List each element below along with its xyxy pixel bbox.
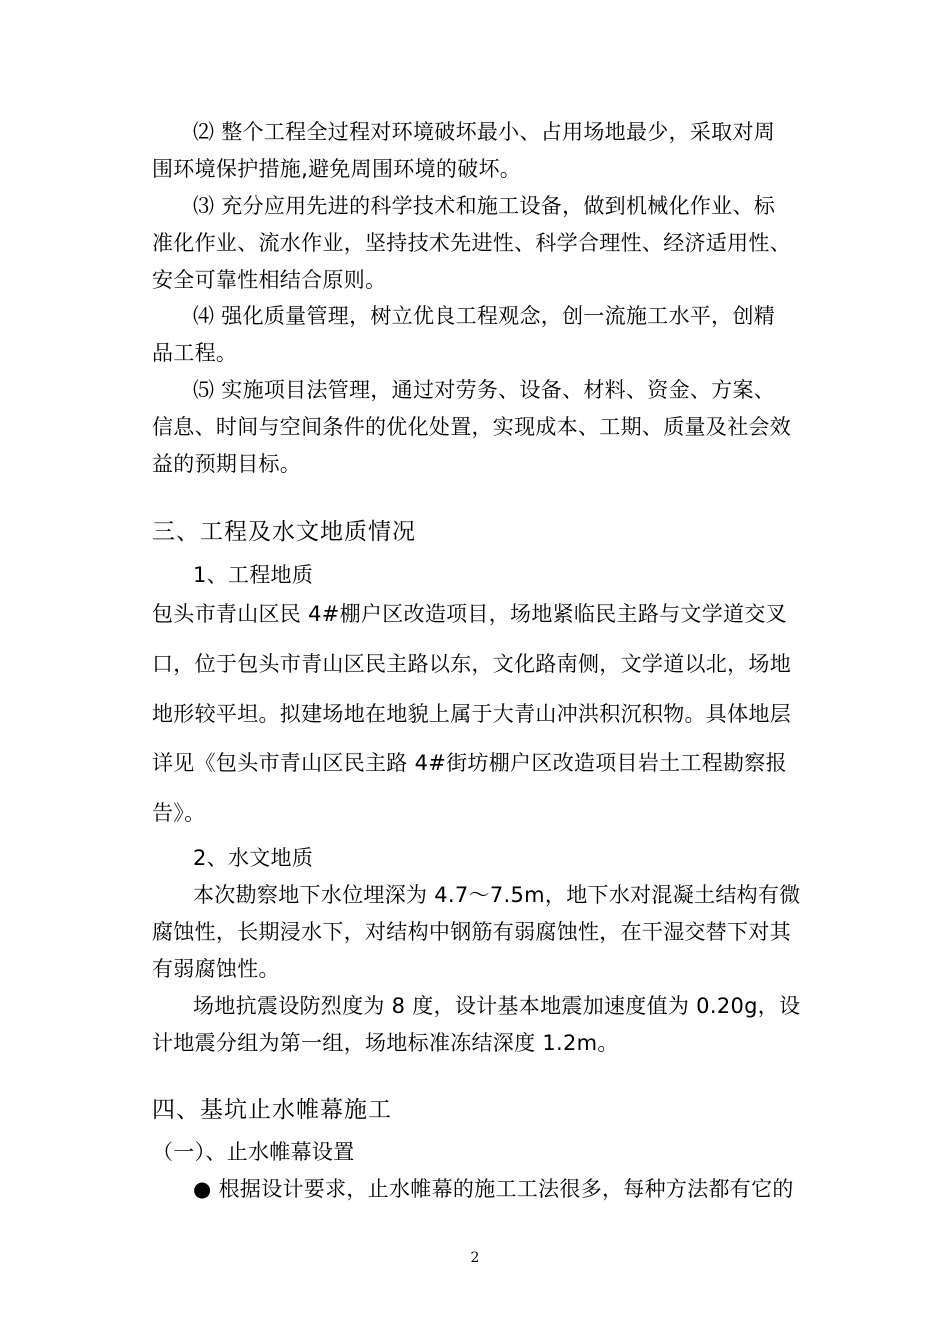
page-number: 2 [470, 1250, 480, 1266]
paragraph-line: 计地震分组为第一组，场地标准冻结深度 1.2m。 [152, 1031, 619, 1055]
paragraph-line: 地形较平坦。拟建场地在地貌上属于大青山冲洪积沉积物。具体地层 [152, 702, 791, 726]
paragraph-line: ⑸ 实施项目法管理，通过对劳务、设备、材料、资金、方案、 [193, 378, 776, 402]
paragraph-line: 本次勘察地下水位埋深为 4.7～7.5m，地下水对混凝土结构有微 [193, 883, 801, 907]
paragraph-line: 准化作业、流水作业，坚持技术先进性、科学合理性、经济适用性、 [152, 231, 791, 255]
paragraph-line: 益的预期目标。 [152, 452, 302, 476]
paragraph-line: 场地抗震设防烈度为 8 度，设计基本地震加速度值为 0.20g，设 [193, 994, 801, 1018]
subsection-heading: 2、水文地质 [193, 846, 314, 870]
paragraph-line: 包头市青山区民 4#棚户区改造项目，场地紧临民主路与文学道交叉 [152, 602, 787, 626]
bullet-line: ● 根据设计要求，止水帷幕的施工工法很多，每种方法都有它的 [193, 1177, 794, 1201]
paragraph-line: ⑶ 充分应用先进的科学技术和施工设备，做到机械化作业、标 [193, 194, 776, 218]
paragraph-line: 告》。 [152, 801, 206, 825]
paragraph-line: 有弱腐蚀性。 [152, 957, 280, 981]
paragraph-line: ⑵ 整个工程全过程对环境破坏最小、占用场地最少，采取对周 [193, 120, 776, 144]
subsection-heading: （一）、止水帷幕设置 [152, 1140, 355, 1164]
paragraph-line: 信息、时间与空间条件的优化处置，实现成本、工期、质量及社会效 [152, 415, 791, 439]
paragraph-line: 详见《包头市青山区民主路 4#街坊棚户区改造项目岩土工程勘察报 [152, 751, 787, 775]
section-heading: 四、基坑止水帷幕施工 [152, 1097, 392, 1123]
paragraph-line: 安全可靠性相结合原则。 [152, 268, 387, 292]
paragraph-line: 腐蚀性，长期浸水下，对结构中钢筋有弱腐蚀性，在干湿交替下对其 [152, 920, 791, 944]
subsection-heading: 1、工程地质 [193, 563, 314, 587]
paragraph-line: 口，位于包头市青山区民主路以东，文化路南侧，文学道以北，场地 [152, 652, 791, 676]
paragraph-line: 围环境保护措施,避免周围环境的破坏。 [152, 157, 522, 181]
section-heading: 三、工程及水文地质情况 [152, 519, 416, 545]
paragraph-line: ⑷ 强化质量管理，树立优良工程观念，创一流施工水平，创精 [193, 304, 776, 328]
paragraph-line: 品工程。 [152, 341, 238, 365]
